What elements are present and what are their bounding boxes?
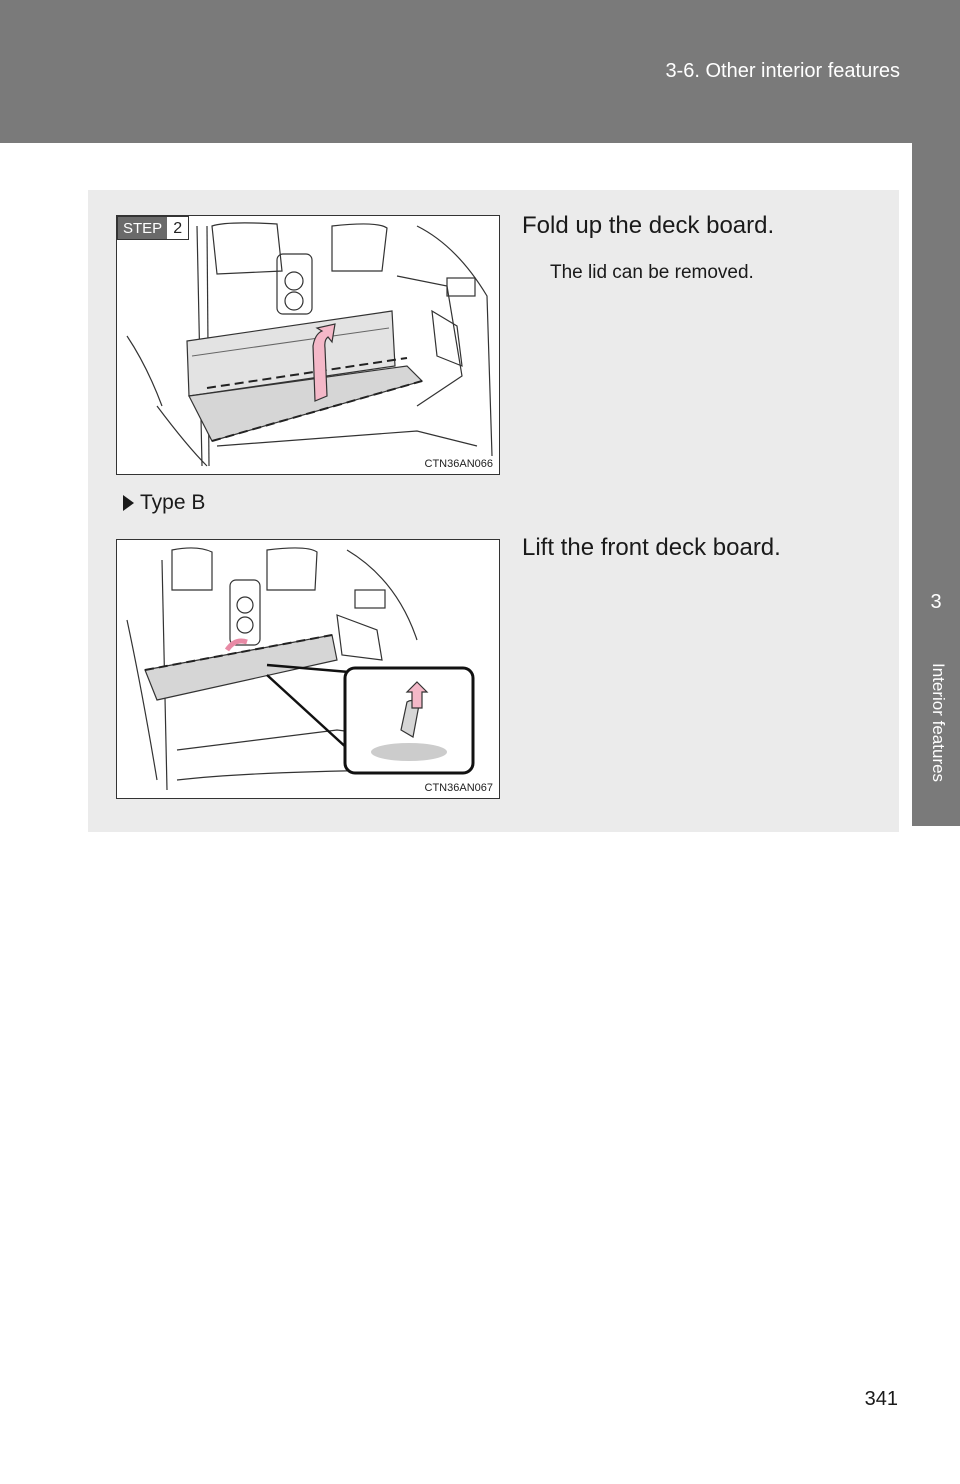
step-label: STEP [118,217,167,239]
instruction-lift-front-deck-board: Lift the front deck board. [522,534,781,561]
figure-lift-front-deck-board [116,539,500,799]
front-deck-board-illustration [117,540,500,799]
figure-fold-deck-board [116,215,500,475]
deck-board-fold-illustration [117,216,500,475]
figure-code: CTN36AN067 [424,782,493,794]
page-number: 341 [864,1388,898,1410]
page-header [0,0,960,143]
chapter-number: 3 [930,591,942,613]
instruction-fold-deck-board: Fold up the deck board. [522,212,775,239]
step-badge [117,216,189,240]
figure-code: CTN36AN066 [424,458,493,470]
step-number: 2 [173,220,183,237]
chapter-side-tab [912,143,960,826]
chapter-name: Interior features [929,663,948,783]
note-lid-removable: The lid can be removed. [550,262,754,283]
section-title: 3-6. Other interior features [665,60,900,82]
type-b-heading [123,491,205,515]
triangle-bullet-icon [123,495,134,511]
type-b-label: Type B [140,491,206,514]
